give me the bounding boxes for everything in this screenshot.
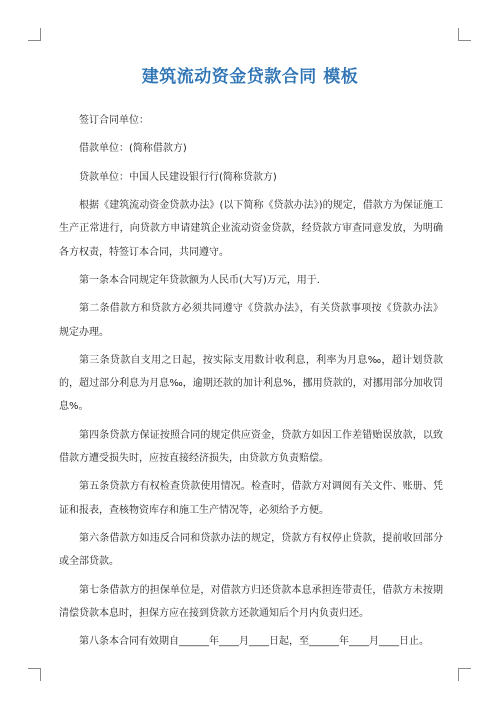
clause-8: 第八条本合同有效期自______年____月____日起，至______年____月____日止。 — [79, 636, 429, 648]
document-body — [59, 109, 443, 659]
clause-2: 第二条借款方和贷款方必须共同遵守《贷款办法》，有关贷款事项按《贷款办法》规定办理。 — [59, 303, 443, 338]
document-title: 建筑流动资金贷款合同 模板 — [141, 67, 359, 87]
paragraph-lender: 贷款单位：中国人民建设银行行(简称贷款方) — [79, 171, 277, 183]
paragraph-signing-units: 签订合同单位： — [79, 115, 149, 126]
clause-3: 第三条贷款自支用之日起，按实际支用数计收利息，利率为月息‰，超计划贷款的，超过部分利息为月息‰，逾期还款的加计利息%，挪用贷款的，对挪用部分加收罚息%。 — [59, 354, 443, 413]
crop-mark-top-left — [28, 28, 41, 41]
paragraph-preamble: 根据《建筑流动资金贷款办法》(以下简称《贷款办法》)的规定，借款方为保证施工生产正常进行，向贷款方申请建筑企业流动资金贷款，经贷款方审查同意发放，为明确各方权责，特签订本合同，共同遵守。 — [59, 200, 443, 258]
crop-mark-bottom-right — [458, 668, 471, 681]
clause-1: 第一条本合同规定年贷款额为人民币(大写)万元，用于. — [79, 274, 320, 286]
clause-5: 第五条贷款方有权检查贷款使用情况。检查时，借款方对调阅有关文件、账册、凭证和报表，查核物资库存和施工生产情况等，必须给予方便。 — [59, 481, 443, 516]
clause-4: 第四条贷款方保证按照合同的规定供应资金，贷款方如因工作差错贻误放款，以致借款方遭受损失时，应按直接经济损失，由贷款方负责赔偿。 — [59, 429, 443, 464]
clause-6: 第六条借款方如违反合同和贷款办法的规定，贷款方有权停止贷款，提前收回部分或全部贷款。 — [59, 532, 443, 568]
crop-mark-bottom-left — [28, 668, 41, 681]
paragraph-borrower: 借款单位：(简称借款方) — [79, 143, 187, 155]
crop-mark-top-right — [458, 28, 471, 41]
clause-7: 第七条借款方的担保单位是，对借款方归还贷款本息承担连带责任，借款方未按期清偿贷款本息时，担保方应在接到贷款方还款通知后个月内负责归还。 — [59, 584, 443, 619]
